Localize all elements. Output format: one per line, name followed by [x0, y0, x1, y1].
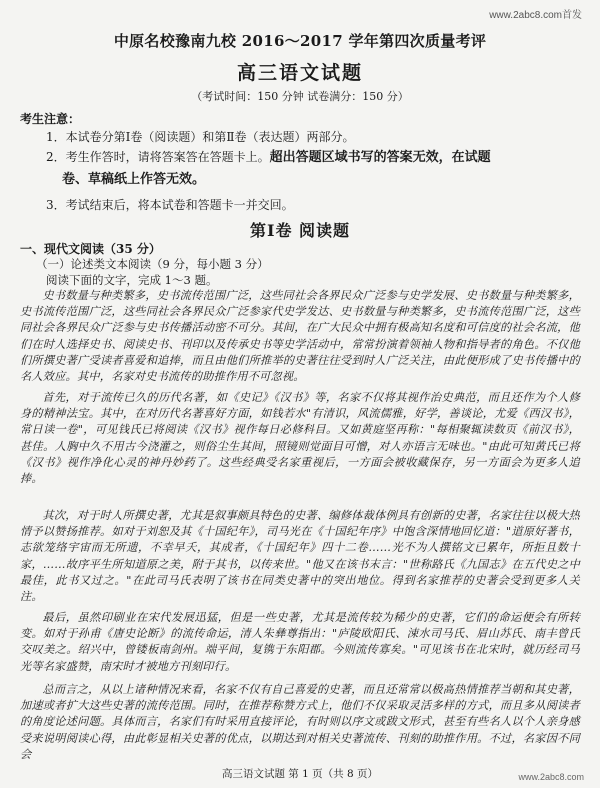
note-item-2 [46, 148, 580, 167]
note-item-2-emphasis-cont: 卷、草稿纸上作答无效。 [62, 172, 206, 187]
paragraph-5: 总而言之，从以上诸种情况来看，名家不仅有自己喜爱的史著，而且还常常以极高热情推荐当朝和其史著，加速或者扩大这些史著的流传范围。同时，在推荐称赞方式上，他们不仅采取灵活多样的方式，而且多从阅读者的角度论述问题。具体而言，名家们有时采用直接评论，有时则以序文或跋文形式，甚至有些名人以个人亲身感受来说明阅读心得，由此彰显相关史著的优点，以期达到对相关史著流传、刊刻的助推作用。不过，名家因不同会 [20, 683, 580, 761]
note-item-2-emphasis: 超出答题区域书写的答案无效，在试题 [269, 150, 491, 165]
exam-title: 中原名校豫南九校 2016～2017 学年第四次质量考评 [113, 32, 487, 50]
paragraph-4: 最后，虽然印刷业在宋代发展迅猛，但是一些史著，尤其是流传较为稀少的史著，它们的命运便会有所转变。如对于孙甫《唐史论断》的流传命运，清人朱彝尊指出："庐陵欧阳氏、涑水司马氏、眉山苏氏、南丰曾氏交叹美之。绍兴中，曾镂板南剑州。端平间，复镌于东阳郡。今则流传寡矣。"可见该书在北宋时，就历经司马光等名家盛赞，南宋时才被地方刊刻印行。 [20, 611, 580, 673]
instruction: 阅读下面的文字，完成 1～3 题。 [46, 273, 218, 287]
section-title: 第Ⅰ卷 阅读题 [249, 221, 351, 240]
footer-watermark: www.2abc8.com [518, 772, 584, 782]
note-item-3: 3．考试结束后，将本试卷和答题卡一并交回。 [46, 198, 294, 212]
part-heading: 一、现代文阅读（35 分） [20, 242, 161, 256]
note-item-2-text: 2．考生作答时，请将答案答在答题卡上。 [46, 150, 270, 164]
subject-title: 高三语文试题 [236, 62, 363, 84]
notes-heading: 考生注意： [20, 112, 81, 126]
exam-info: （考试时间：150 分钟 试卷满分：150 分） [191, 90, 409, 103]
paragraph-1: 史书数量与种类繁多，史书流传范围广泛，这些同社会各界民众广泛参与史学发展、史书数量与种类繁多，史书流传范围广泛，这些同社会各界民众广泛参家代史学发达、史书数量与种类繁多，史书流传范围广泛，这些同社会各界民众广泛参与史书传播活动密不可分。其间，在广大民众中拥有极高知名度和可信度的社会名流，他们在时人选择史书、阅读史书、刊印以及传承史书等史学活动中，常常扮演着领袖人物和指导者的角色。不仅他们所撰史著广受读者喜爱和追捧，而且由他们所推举的史著往往受到时人广泛关注，由此便形成了史书传播中的名人效应。其中，名家对史书流传的助推作用不可忽视。 [20, 289, 580, 384]
paragraph-3: 其次，对于时人所撰史著，尤其是叙事颇具特色的史著、编修体裁体例具有创新的史著，名家往往以极大热情予以赞扬推荐。如对于刘恕及其《十国纪年》，司马光在《十国纪年序》中饱含深情地回忆道："道原好著书，志欲笼络宇宙而无所遗，不幸早夭，其成者，《十国纪年》四十二卷……光不为人撰铭文已累年，所拒且数十家，……故序平生所知道原之美，附于其书，以传来世。"他又在该书末言："世称路氏《九国志》在五代史之中最佳，此书又过之。"在此司马氏表明了该书在同类史著中的突出地位。得到名家推荐的史著会受到更多人关注。 [20, 509, 580, 604]
watermark: www.2abc8.com首发 [489, 10, 582, 21]
paragraph-2: 首先，对于流传已久的历代名著，如《史记》《汉书》等，名家不仅将其视作治史典范，而且还作为个人修身的精神法宝。其中，在对历代名著喜好方面，如钱若水"有清识，风流儒雅，好学，善谈论，尤爱《西汉书》，常日读一卷"，可见钱氏已将阅读《汉书》视作每日必修科目。又如黄庭坚再称："每相聚辄读数页《前汉书》，甚佳。人胸中久不用古今浇灌之，则俗尘生其间，照镜则觉面目可憎，对人亦语言无味也。"由此可知黄氏已将《汉书》视作净化心灵的神丹妙药了。这些经典受名家重视后，一方面会被收藏保存，另一方面会为更多人追捧。 [20, 391, 580, 486]
page-footer: 高三语文试题 第 1 页（共 8 页） [221, 768, 379, 780]
note-item-2-continued [62, 170, 580, 189]
note-item-1: 1．本试卷分第Ⅰ卷（阅读题）和第Ⅱ卷（表达题）两部分。 [46, 130, 355, 144]
sub-heading: （一）论述类文本阅读（9 分，每小题 3 分） [36, 257, 269, 271]
